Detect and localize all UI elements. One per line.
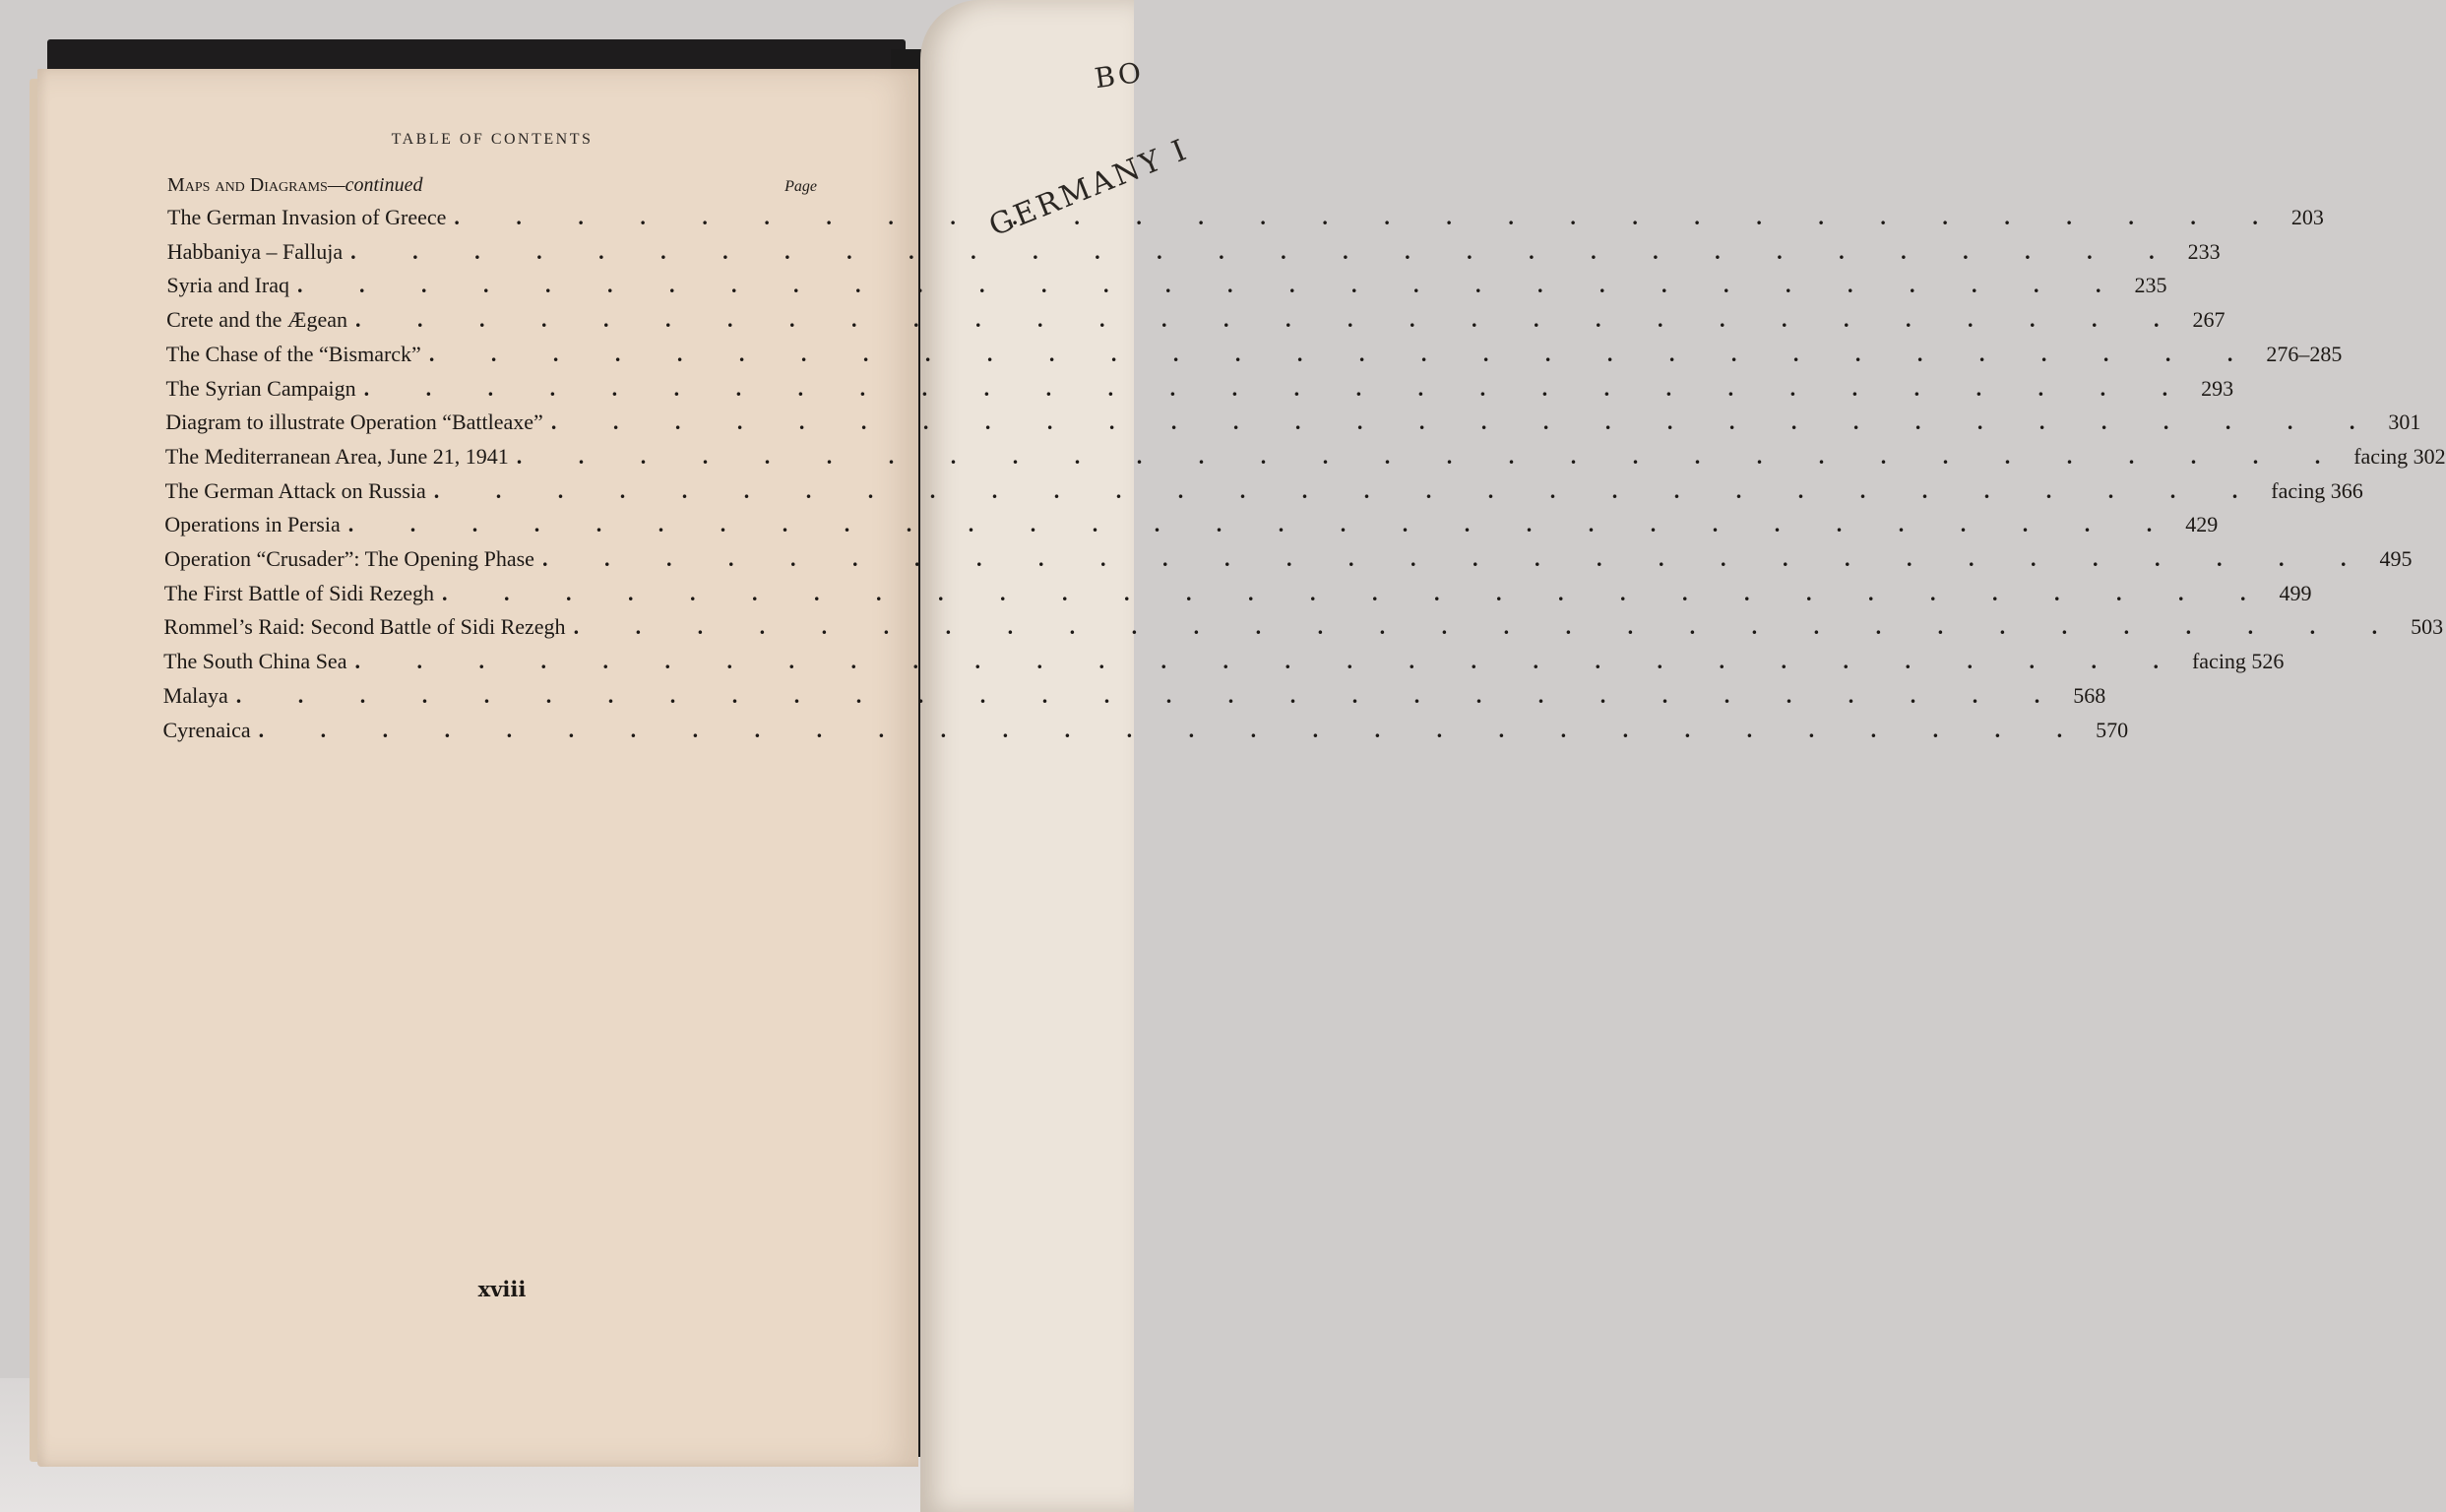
toc-entry <box>164 443 2446 473</box>
dot-leader: . . . . . . . . . . . . . . . . . . . . . . . . . . . . . . <box>516 443 2347 469</box>
dot-leader: . . . . . . . . . . . . . . . . . . . . . . . . . . . . . . <box>454 205 2284 229</box>
dot-leader: . . . . . . . . . . . . . . . . . . . . . . . . . . . . . . <box>541 546 2372 571</box>
dot-leader: . . . . . . . . . . . . . . . . . . . . . . . . . . . . . . <box>258 717 2089 742</box>
toc-entry <box>163 614 2444 644</box>
toc-entry-title: Rommel’s Raid: Second Battle of Sidi Rezegh <box>163 614 566 640</box>
toc-entry-title: Crete and the Ægean <box>166 307 347 333</box>
section-heading-label: Maps and Diagrams <box>167 174 328 196</box>
dot-leader: . . . . . . . . . . . . . . . . . . . . . . . . . . . . . . <box>442 580 2272 605</box>
toc-entry <box>166 307 2226 337</box>
toc-entry <box>165 410 2421 439</box>
toc-entry <box>163 580 2312 610</box>
toc-entry-title: The Chase of the “Bismarck” <box>165 341 421 366</box>
toc-entry-title: Operations in Persia <box>164 512 341 537</box>
dot-leader: . . . . . . . . . . . . . . . . . . . . . . . . . . . . . . <box>354 649 2184 674</box>
toc-entry-title: The Syrian Campaign <box>165 375 356 401</box>
toc-entry-page: 235 <box>2134 273 2167 298</box>
page-column-label: Page <box>784 178 817 195</box>
dot-leader: . . . . . . . . . . . . . . . . . . . . . . . . . . . . . . <box>297 273 2127 298</box>
toc-entry-title: Malaya <box>162 682 228 708</box>
toc-entry <box>162 682 2106 713</box>
right-page-heading-fragment: BO <box>1092 55 1147 95</box>
section-continued-label: —continued <box>327 174 423 196</box>
toc-entry-page: facing 366 <box>2271 477 2363 503</box>
toc-entry <box>163 649 2285 678</box>
toc-entry-title: Syria and Iraq <box>166 273 290 298</box>
toc-entry-title: Habbaniya – Falluja <box>166 238 344 264</box>
toc-entry-page: 203 <box>2290 205 2324 229</box>
toc-entry-title: The German Attack on Russia <box>164 477 426 503</box>
toc-entry-title: The First Battle of Sidi Rezegh <box>163 580 435 605</box>
dot-leader: . . . . . . . . . . . . . . . . . . . . . . . . . . . . . . <box>550 410 2381 435</box>
right-page-title-fragment: GERMANY I <box>984 132 1194 244</box>
toc-entry-title: The South China Sea <box>163 649 347 674</box>
toc-entry-title: Diagram to illustrate Operation “Battleaxe” <box>165 410 543 435</box>
toc-entry-page: 293 <box>2201 375 2234 401</box>
section-heading <box>167 174 422 197</box>
toc-entry-title: The German Invasion of Greece <box>167 205 447 229</box>
toc-entry <box>164 512 2219 541</box>
toc-entry-page: 267 <box>2192 307 2226 333</box>
dot-leader: . . . . . . . . . . . . . . . . . . . . . . . . . . . . . . <box>428 341 2259 366</box>
toc-entry <box>164 546 2413 576</box>
toc-entry-page: 495 <box>2379 546 2413 571</box>
toc-entry <box>162 717 2129 747</box>
toc-entry-title: The Mediterranean Area, June 21, 1941 <box>164 443 509 469</box>
toc-entry <box>166 273 2167 302</box>
toc-entry-page: 429 <box>2185 512 2219 537</box>
dot-leader: . . . . . . . . . . . . . . . . . . . . . . . . . . . . . . <box>573 614 2404 640</box>
toc-entry-title: Operation “Crusader”: The Opening Phase <box>164 546 534 571</box>
dot-leader: . . . . . . . . . . . . . . . . . . . . . . . . . . . . . . <box>347 512 2178 537</box>
toc-entry-page: facing 526 <box>2191 649 2285 674</box>
toc-entry-page: 568 <box>2073 682 2106 708</box>
toc-entry <box>165 341 2343 371</box>
toc-entry <box>165 375 2234 406</box>
toc-entry <box>167 205 2324 234</box>
toc-entry-title: Cyrenaica <box>162 717 251 742</box>
toc-entry-page: 301 <box>2388 410 2421 435</box>
dot-leader: . . . . . . . . . . . . . . . . . . . . . . . . . . . . . . <box>235 682 2066 708</box>
toc-entry <box>166 238 2221 269</box>
dot-leader: . . . . . . . . . . . . . . . . . . . . . . . . . . . . . . <box>354 307 2185 333</box>
toc-entry-page: 499 <box>2279 580 2312 605</box>
toc-entry-page: 570 <box>2096 717 2129 742</box>
toc-entry-page: facing 302 <box>2353 443 2446 469</box>
toc-entry-page: 503 <box>2411 614 2444 640</box>
toc-running-head: TABLE OF CONTENTS <box>391 131 594 148</box>
dot-leader: . . . . . . . . . . . . . . . . . . . . . . . . . . . . . . <box>433 477 2264 503</box>
page-folio: xviii <box>477 1277 527 1301</box>
toc-entry-page: 276–285 <box>2266 341 2343 366</box>
toc-entry <box>164 477 2363 508</box>
dot-leader: . . . . . . . . . . . . . . . . . . . . . . . . . . . . . . <box>363 375 2194 401</box>
toc-entry-page: 233 <box>2187 238 2221 264</box>
dot-leader: . . . . . . . . . . . . . . . . . . . . . . . . . . . . . . <box>350 238 2180 264</box>
